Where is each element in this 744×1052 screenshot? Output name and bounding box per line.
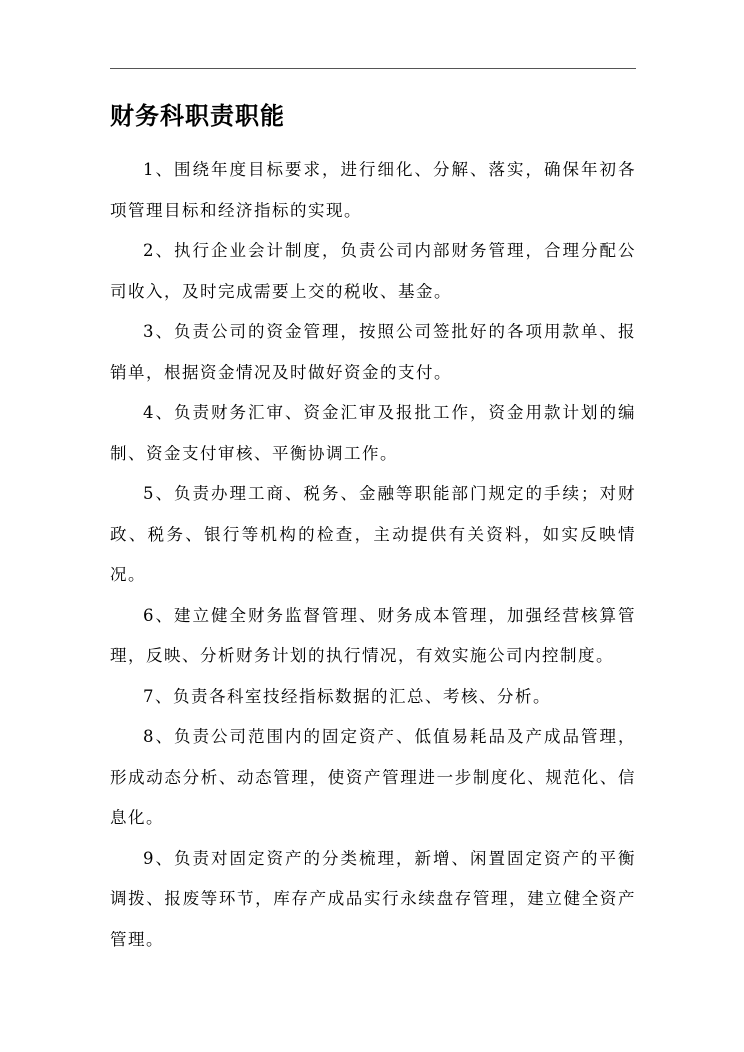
paragraph-1: 1、围绕年度目标要求，进行细化、分解、落实，确保年初各项管理目标和经济指标的实现。 [110,160,636,220]
body-text [110,150,636,960]
paragraph-2: 2、执行企业会计制度，负责公司内部财务管理，合理分配公司收入，及时完成需要上交的税收、基金。 [110,241,636,301]
paragraph-9: 9、负责对固定资产的分类梳理，新增、闲置固定资产的平衡调拨、报废等环节，库存产成品实行永续盘存管理，建立健全资产管理。 [110,848,636,949]
page-title: 财务科职责职能 [110,102,285,130]
paragraph-7: 7、负责各科室技经指标数据的汇总、考核、分析。 [143,686,551,706]
paragraph-6: 6、建立健全财务监督管理、财务成本管理，加强经营核算管理，反映、分析财务计划的执行情况，有效实施公司内控制度。 [110,605,636,665]
paragraph-5: 5、负责办理工商、税务、金融等职能部门规定的手续；对财政、税务、银行等机构的检查，主动提供有关资料，如实反映情况。 [110,484,636,584]
paragraph-4: 4、负责财务汇审、资金汇审及报批工作，资金用款计划的编制、资金支付审核、平衡协调工作。 [110,403,636,463]
paragraph-3: 3、负责公司的资金管理，按照公司签批好的各项用款单、报销单，根据资金情况及时做好资金的支付。 [110,322,636,382]
header-rule [110,68,636,69]
paragraph-8: 8、负责公司范围内的固定资产、低值易耗品及产成品管理，形成动态分析、动态管理，使资产管理进一步制度化、规范化、信息化。 [110,727,636,827]
